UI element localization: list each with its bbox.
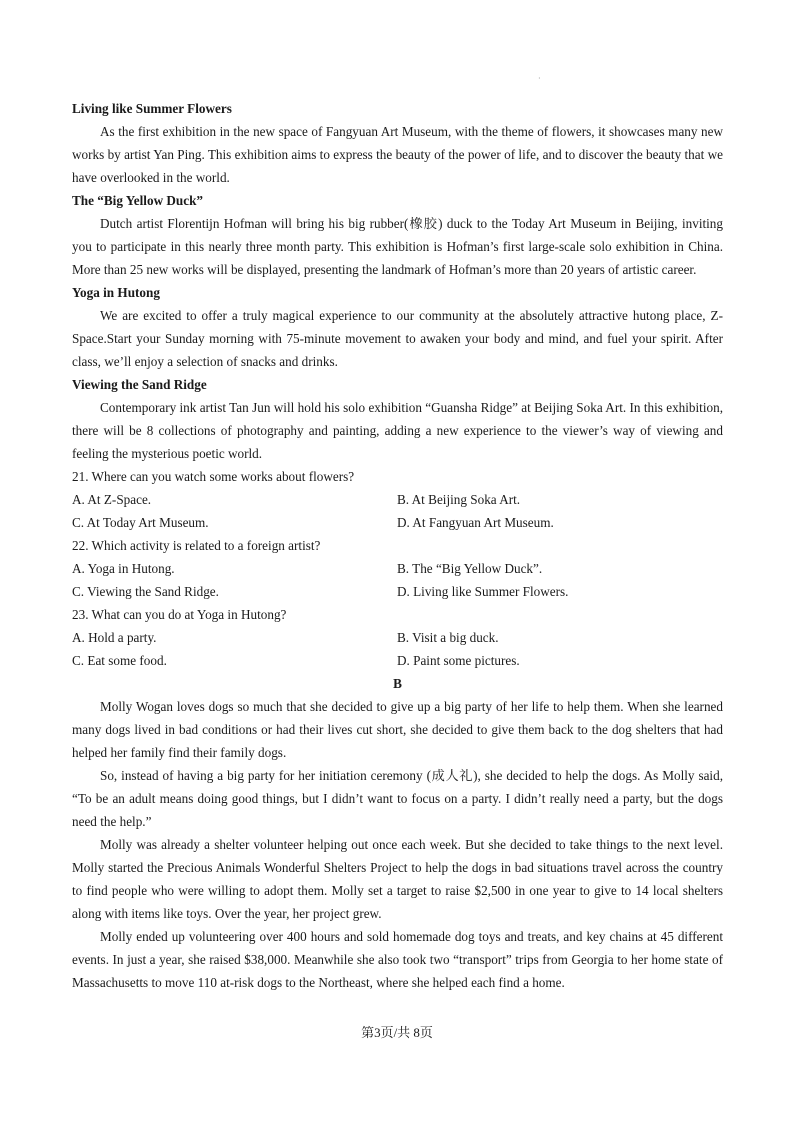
option-d: D. Living like Summer Flowers.	[397, 584, 569, 599]
option-a: A. At Z-Space.	[72, 492, 152, 507]
option-b: B. Visit a big duck.	[397, 630, 499, 645]
question-stem: 21. Where can you watch some works about flowers?	[72, 469, 355, 484]
notice-body: Dutch artist Florentijn Hofman will bring his big rubber(橡胶) duck to the Today Art Museum in Beijing, inviting you to participate in this nearly three month party. This exhibition is Hofman’s first large-scale solo exhibition in China. More than 25 new works will be displayed, presenting the landmark of Hofman’s more than 20 years of artistic career.	[72, 216, 723, 277]
notice-title: The “Big Yellow Duck”	[72, 193, 204, 208]
question-stem: 22. Which activity is related to a foreign artist?	[72, 538, 321, 553]
page-footer: 第3页/共 8页	[361, 1025, 433, 1040]
notice-body: Contemporary ink artist Tan Jun will hold his solo exhibition “Guansha Ridge” at Beijing Soka Art. In this exhibition, there will be 8 collections of photography and painting, adding a new experience to the viewer’s way of viewing and feeling the mysterious poetic world.	[72, 400, 723, 461]
question-22	[72, 534, 723, 603]
notice-yoga-in-hutong	[72, 281, 723, 373]
notice-living-like-summer-flowers	[72, 97, 723, 189]
section-b-heading: B	[393, 676, 402, 691]
option-a: A. Yoga in Hutong.	[72, 561, 175, 576]
option-c: C. Eat some food.	[72, 653, 167, 668]
section-b-paragraph: Molly Wogan loves dogs so much that she decided to give up a big party of her life to help them. When she learned many dogs lived in bad conditions or had their lives cut short, she decided to give them back to the dog shelters that had helped her family find their family dogs.	[72, 699, 723, 760]
question-21	[72, 465, 723, 534]
question-stem: 23. What can you do at Yoga in Hutong?	[72, 607, 287, 622]
section-b-paragraph: So, instead of having a big party for her initiation ceremony (成人礼), she decided to help the dogs. As Molly said, “To be an adult means doing good things, but I didn’t want to focus on a party. I didn’t really need a party, but the dogs need the help.”	[72, 768, 723, 829]
option-b: B. At Beijing Soka Art.	[397, 492, 521, 507]
option-d: D. At Fangyuan Art Museum.	[397, 515, 554, 530]
notice-title: Viewing the Sand Ridge	[72, 377, 207, 392]
page-content	[72, 97, 723, 994]
section-b-paragraph: Molly ended up volunteering over 400 hours and sold homemade dog toys and treats, and key chains at 45 different events. In just a year, she raised $38,000. Meanwhile she also took two “transport” trips from Georgia to her home state of Massachusetts to move 110 at-risk dogs to the Northeast, where she helped each find a home.	[72, 929, 723, 990]
notice-big-yellow-duck	[72, 189, 723, 281]
notice-body: We are excited to offer a truly magical experience to our community at the absolutely attractive hutong place, Z-Space.Start your Sunday morning with 75-minute movement to awaken your body and mind, and fuel your spirit. After class, we’ll enjoy a selection of snacks and drinks.	[72, 308, 723, 369]
option-a: A. Hold a party.	[72, 630, 157, 645]
notice-title: Living like Summer Flowers	[72, 101, 232, 116]
option-d: D. Paint some pictures.	[397, 653, 520, 668]
option-c: C. Viewing the Sand Ridge.	[72, 584, 219, 599]
section-b-paragraph: Molly was already a shelter volunteer helping out once each week. But she decided to take things to the next level. Molly started the Precious Animals Wonderful Shelters Project to help the dogs in bad situations travel across the country to find people who were willing to adopt them. Molly set a target to raise $2,500 in one year to give to 14 local shelters along with items like toys. Over the year, her project grew.	[72, 837, 723, 921]
notice-viewing-the-sand-ridge	[72, 373, 723, 465]
notice-title: Yoga in Hutong	[72, 285, 160, 300]
option-b: B. The “Big Yellow Duck”.	[397, 561, 543, 576]
option-c: C. At Today Art Museum.	[72, 515, 209, 530]
notice-body: As the first exhibition in the new space of Fangyuan Art Museum, with the theme of flowers, it showcases many new works by artist Yan Ping. This exhibition aims to express the beauty of the power of life, and to discover the beauty that we have overlooked in the world.	[72, 124, 723, 185]
page-marker: ·	[538, 74, 541, 83]
question-23	[72, 603, 723, 672]
